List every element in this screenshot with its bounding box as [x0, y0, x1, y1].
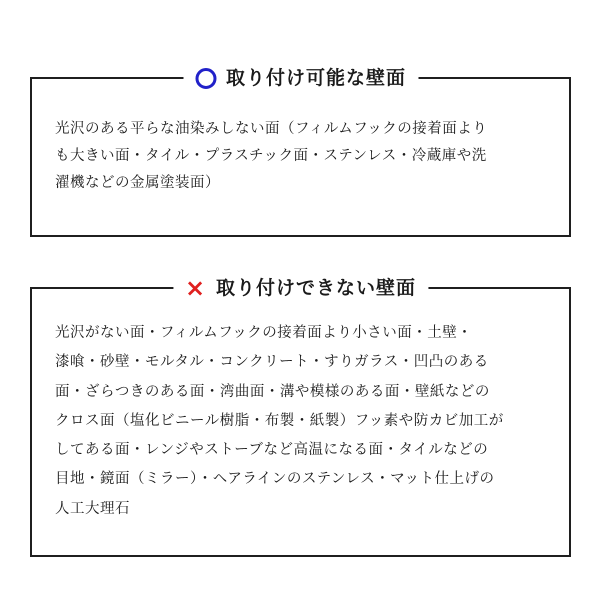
unmountable-line-6: 目地・鏡面（ミラー）・ヘアラインのステンレス・マット仕上げの: [55, 471, 495, 488]
cross-icon: ×: [184, 274, 207, 302]
unmountable-line-7: 人工大理石: [55, 500, 130, 517]
mountable-line-2: も大きい面・タイル・プラスチック面・ステンレス・冷蔵庫や洗: [55, 148, 487, 164]
unmountable-heading: [173, 274, 428, 302]
circle-icon: [195, 68, 216, 89]
mountable-heading: [183, 64, 418, 92]
unmountable-line-3: 面・ざらつきのある面・湾曲面・溝や模様のある面・壁紙などの: [55, 383, 490, 400]
mountable-line-3: 濯機などの金属塗装面）: [55, 175, 220, 191]
unmountable-line-2: 漆喰・砂壁・モルタル・コンクリート・すりガラス・凹凸のある: [55, 354, 489, 371]
unmountable-line-5: してある面・レンジやストーブなど高温になる面・タイルなどの: [55, 442, 489, 459]
unmountable-surfaces-box: [30, 274, 571, 557]
mountable-line-1: 光沢のある平らな油染みしない面（フィルムフックの接着面より: [55, 121, 488, 137]
mountable-description: [55, 116, 555, 197]
unmountable-line-4: クロス面（塩化ビニール樹脂・布製・紙製）フッ素や防カビ加工が: [55, 412, 504, 429]
unmountable-description: [55, 319, 555, 524]
mountable-surfaces-box: [30, 67, 571, 237]
unmountable-heading-text: 取り付けできない壁面: [216, 277, 417, 299]
unmountable-line-1: 光沢がない面・フィルムフックの接着面より小さい面・土壁・: [55, 325, 473, 341]
mountable-heading-text: 取り付け可能な壁面: [225, 67, 407, 89]
